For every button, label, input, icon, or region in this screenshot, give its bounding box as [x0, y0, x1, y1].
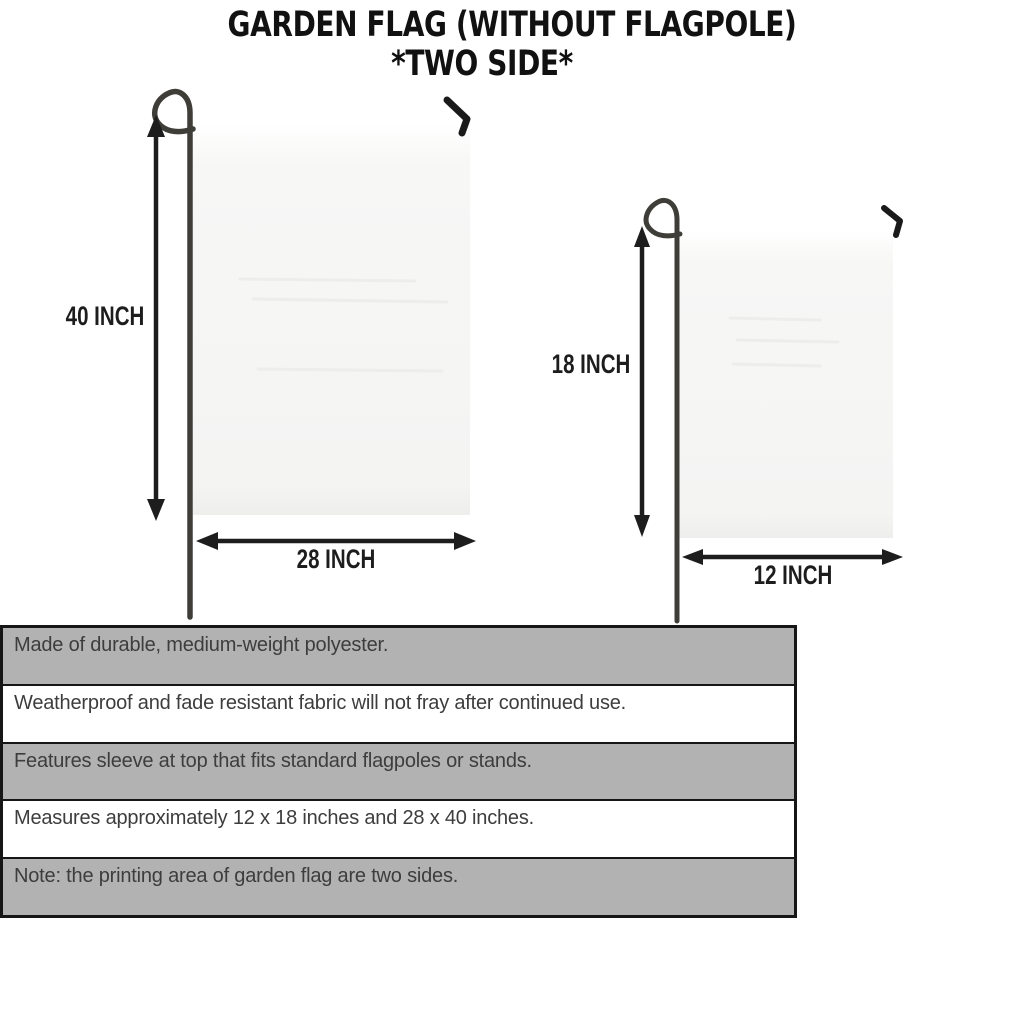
- small-flag-width-label: 12 INCH: [753, 560, 833, 590]
- features-table: [0, 625, 797, 918]
- small-flag-height-label: 18 INCH: [551, 349, 631, 379]
- page-title-line1: GARDEN FLAG (WITHOUT FLAGPOLE): [227, 5, 797, 45]
- feature-text: Weatherproof and fade resistant fabric will not fray after continued use.: [14, 691, 627, 714]
- feature-text: Made of durable, medium-weight polyester.: [14, 634, 389, 656]
- flag-pole-icon: [155, 92, 193, 617]
- feature-row: [3, 686, 794, 744]
- height-arrow-icon: [634, 226, 650, 537]
- large-flag-canvas: [193, 125, 470, 515]
- large-flag-height-label: 40 INCH: [65, 301, 145, 331]
- small-flag-diagram: [634, 200, 903, 621]
- feature-text: Features sleeve at top that fits standard flagpoles or stands.: [14, 749, 532, 772]
- fabric-crease: [737, 340, 838, 342]
- feature-row: [3, 744, 794, 802]
- large-flag-width-label: 28 INCH: [296, 544, 376, 574]
- fabric-crease: [240, 279, 415, 281]
- fabric-crease: [258, 369, 442, 371]
- feature-text: Measures approximately 12 x 18 inches and 28 x 40 inches.: [14, 807, 535, 830]
- feature-row: [3, 801, 794, 859]
- flag-pole-icon: [646, 200, 680, 621]
- page-title-line2: *TWO SIDE*: [391, 44, 573, 84]
- feature-text: Note: the printing area of garden flag are two sides.: [14, 865, 459, 888]
- fabric-crease: [730, 318, 820, 320]
- small-flag-canvas: [679, 230, 893, 538]
- fabric-crease: [733, 364, 820, 366]
- feature-row: [3, 628, 794, 686]
- feature-row: [3, 859, 794, 915]
- large-flag-diagram: [147, 92, 476, 617]
